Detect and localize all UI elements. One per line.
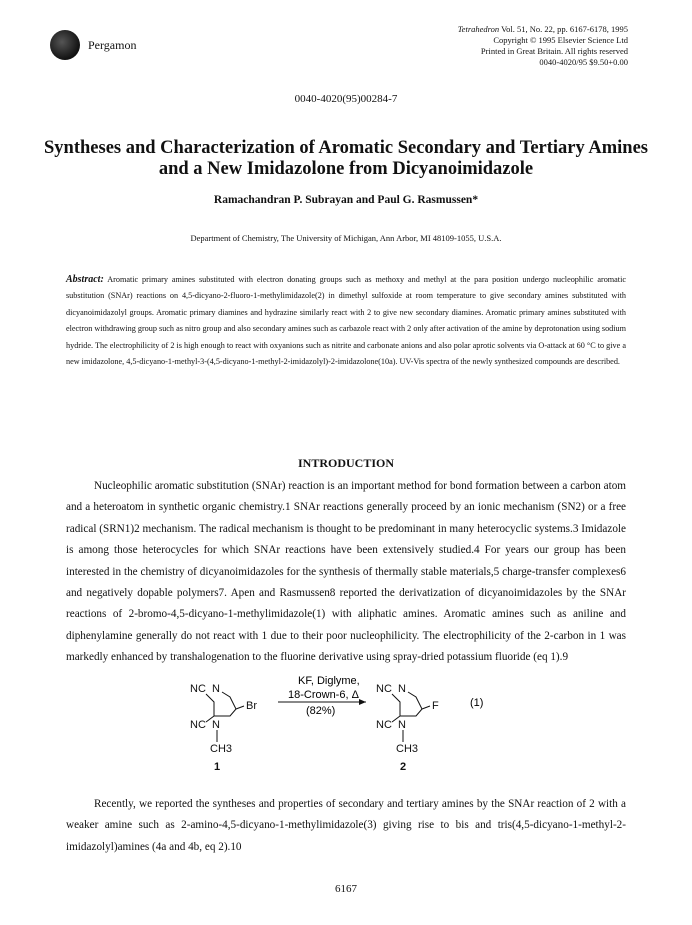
nc-label: NC xyxy=(190,719,206,731)
abstract xyxy=(66,272,626,370)
ch3-label: CH3 xyxy=(210,743,233,755)
equation-number: (1) xyxy=(470,697,484,709)
n-label: N xyxy=(212,719,220,731)
journal-volume: Vol. 51, No. 22, pp. 6167-6178, 1995 xyxy=(499,24,628,34)
publisher-name: Pergamon xyxy=(88,38,137,52)
n-label: N xyxy=(398,683,406,695)
nc-label: NC xyxy=(376,719,392,731)
intro-paragraph-2: Recently, we reported the syntheses and properties of secondary and tertiary amines by the SNAr reaction of 2 with a weaker amine such as 2-amino-4,5-dicyano-1-methylimidazole(3) giving rise to bis and tris(4,5-dicyano-1-methyl-2-imidazolyl)amines (4a and 4b, eq 2).10 xyxy=(66,798,626,853)
compound-1-structure xyxy=(190,683,257,773)
paper-title: Syntheses and Characterization of Aromatic Secondary and Tertiary Amines and a New Imidazolone from Dicyanoimidazole xyxy=(44,138,648,179)
yield-label: (82%) xyxy=(306,705,336,717)
doi: 0040-4020(95)00284-7 xyxy=(294,93,398,105)
authors: Ramachandran P. Subrayan and Paul G. Rasmussen* xyxy=(213,194,479,206)
printed-line: Printed in Great Britain. All rights reserved xyxy=(480,46,628,56)
copyright-line: Copyright © 1995 Elsevier Science Ltd xyxy=(493,35,628,45)
ch3-label: CH3 xyxy=(396,743,419,755)
abstract-label: Abstract: xyxy=(66,274,104,285)
issn-line: 0040-4020/95 $9.50+0.00 xyxy=(539,57,628,67)
compound-2-label: 2 xyxy=(400,761,407,773)
page-number: 6167 xyxy=(335,883,357,895)
abstract-text: Aromatic primary amines substituted with electron donating groups such as methoxy and methyl at the para position undergo nucleophilic aromatic substitution (SNAr) reactions on 4,5-dicyano-2-fluoro-1-methylimidazole(2) in dimethyl sulfoxide at room temperature to give secondary amines substituted with dicyanoimidazolyl groups. Aromatic primary diamines and hydrazine similarly react with 2 to give new secondary diamines. Aromatic primary amines substituted with electron withdrawing group such as nitro group and also secondary amines such as carbazole react with 2 only after activation of the amine by deprotonation using sodium hydride. The electrophilicity of 2 is high enough to react with oxyanions such as nitrite and carbonate anions and also polar aprotic solvents via O-attack at 60 °C to give a new imidazolone, 4,5-dicyano-1-methyl-3-(4,5-dicyano-1-methyl-2-imidazolyl)-2-imidazolone(10a). UV-Vis spectra of the newly synthesized compounds are described. xyxy=(66,275,626,367)
affiliation: Department of Chemistry, The University of Michigan, Ann Arbor, MI 48109-1055, U.S.A. xyxy=(190,233,502,243)
intro-paragraph-1: Nucleophilic aromatic substitution (SNAr) reaction is an important method for bond formation between a carbon atom and a heteroatom in synthetic organic chemistry.1 SNAr reactions generally proceed by an ionic mechanism (SN2) or a free radical (SRN1)2 mechanism. The radical mechanism is thought to be predominant in many heterocyclic systems.3 Imidazole is among those heterocycles for which SNAr reactions have been extensively studied.4 For years our group has been interested in the chemistry of dicyanoimidazoles for the synthesis of thermally stable materials,5 charge-transfer complexes6 and negatively dopable polymers7. Apen and Rasmussen8 reported the derivatization of dicyanoimidazoles by the SNAr reactions of 2-bromo-4,5-dicyano-1-methylimidazole(1) with aliphatic amines. Aromatic amines such as aniline and diphenylamine generally do not react with 1 due to their poor nucleophilicity. The electrophilicity of the 2-carbon in 1 was markedly enhanced by transhalogenation to the fluorine derivative using spray-dried potassium fluoride (eq 1).9 xyxy=(66,480,626,664)
nc-label: NC xyxy=(376,683,392,695)
pergamon-logo xyxy=(50,30,80,60)
reaction-scheme-eq1 xyxy=(170,672,550,792)
journal-info xyxy=(458,24,628,68)
journal-name: Tetrahedron xyxy=(457,24,500,34)
f-label: F xyxy=(432,700,439,712)
reagent-line-1: KF, Diglyme, xyxy=(298,675,360,687)
br-label: Br xyxy=(246,700,257,712)
reagent-line-2: 18-Crown-6, Δ xyxy=(288,689,359,701)
nc-label: NC xyxy=(190,683,206,695)
n-label: N xyxy=(398,719,406,731)
n-label: N xyxy=(212,683,220,695)
arrow-head xyxy=(359,699,366,705)
compound-1-label: 1 xyxy=(214,761,221,773)
compound-2-structure xyxy=(376,683,439,773)
section-heading-introduction: INTRODUCTION xyxy=(297,456,394,470)
